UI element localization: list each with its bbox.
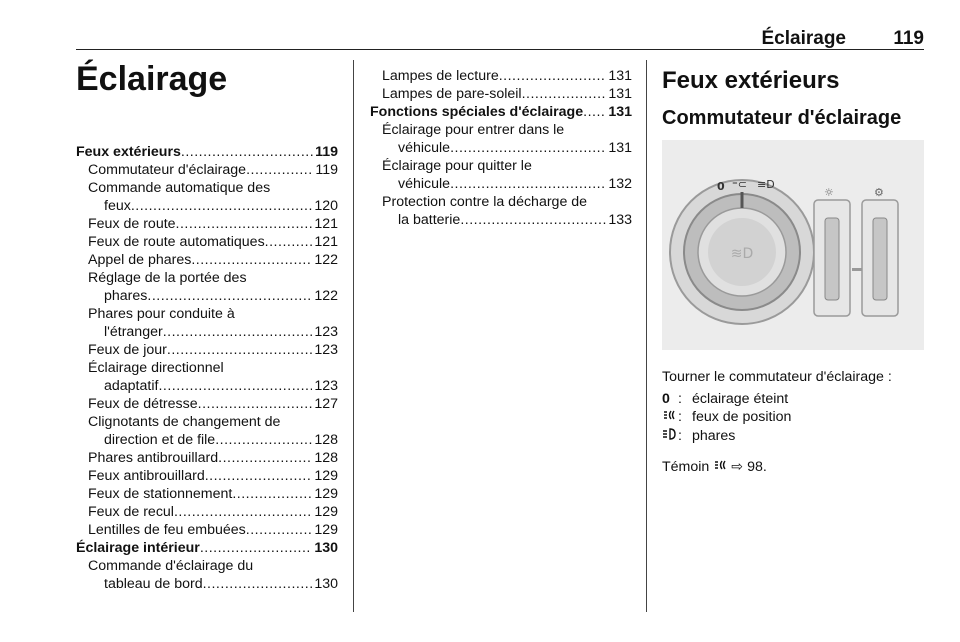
off-symbol: 0 (662, 391, 670, 407)
toc-entry-title: Feux de recul (88, 504, 174, 520)
toc-leader-dots (522, 85, 607, 103)
instruction-text: Tourner le commutateur d'éclairage : (662, 369, 892, 385)
toc-entry[interactable] (370, 103, 632, 121)
toc-page-number: 131 (608, 140, 632, 156)
toc-entry-title: Protection contre la décharge de (382, 194, 588, 210)
header-rule (76, 49, 924, 50)
side-lights-icon (662, 408, 678, 427)
svg-text:☼: ☼ (824, 186, 834, 199)
toc-leader-dots (158, 377, 312, 395)
toc-page-number: 120 (314, 198, 338, 214)
toc-page-number: 130 (314, 540, 338, 556)
toc-page-number: 127 (314, 396, 338, 412)
toc-entry-title: Commande d'éclairage du (88, 558, 254, 574)
toc-entry-title: Phares antibrouillard (88, 450, 219, 466)
toc-page-number: 129 (314, 468, 338, 484)
separator-mark (852, 268, 862, 271)
column-divider (646, 60, 647, 612)
definition-text: éclairage éteint (692, 391, 789, 407)
toc-leader-dots (246, 161, 313, 179)
column-divider (353, 60, 354, 612)
toc-page-number: 123 (314, 342, 338, 358)
toc-leader-dots (205, 467, 313, 485)
section-title: Feux extérieurs (662, 67, 840, 94)
toc-page-number: 122 (314, 252, 338, 268)
toc-entry-title: Appel de phares (88, 252, 192, 268)
toc-entry-title: Feux antibrouillard (88, 468, 205, 484)
chapter-title: Éclairage (76, 60, 228, 98)
separator: : (678, 391, 682, 407)
toc-leader-dots (198, 395, 313, 413)
toc-leader-dots (147, 287, 312, 305)
toc-entry-title: Lentilles de feu embuées (88, 522, 246, 538)
toc-entry[interactable] (76, 539, 338, 557)
toc-middle (370, 67, 632, 229)
toc-page-number: 132 (608, 176, 632, 192)
definition-row (662, 408, 791, 427)
indicator-reference (662, 458, 767, 476)
separator: : (678, 428, 682, 444)
toc-page-number: 119 (315, 144, 338, 160)
svg-text:0: 0 (717, 180, 725, 193)
toc-entry[interactable] (76, 521, 338, 539)
toc-leader-dots (218, 449, 312, 467)
toc-page-number: 131 (608, 104, 632, 120)
toc-entry-title: Éclairage directionnel (88, 360, 224, 376)
toc-leader-dots (215, 431, 312, 449)
page-header (76, 26, 924, 50)
toc-page-number: 123 (314, 378, 338, 394)
toc-page-number: 122 (314, 288, 338, 304)
toc-entry-title: Feux de route automatiques (88, 234, 265, 250)
toc-entry[interactable] (370, 193, 632, 229)
toc-entry-title: véhicule (398, 140, 451, 156)
toc-leader-dots (450, 139, 606, 157)
definition-text: feux de position (692, 409, 792, 425)
toc-entry[interactable] (370, 121, 632, 157)
toc-entry[interactable] (76, 557, 338, 593)
toc-entry[interactable] (76, 233, 338, 251)
toc-leader-dots (200, 539, 313, 557)
toc-entry[interactable] (76, 467, 338, 485)
toc-page-number: 119 (315, 162, 338, 178)
svg-text:≋D: ≋D (730, 246, 754, 262)
toc-leader-dots (203, 575, 313, 593)
toc-entry[interactable] (76, 341, 338, 359)
indicator-label: Témoin (662, 459, 710, 475)
toc-entry-title: Éclairage pour entrer dans le (382, 122, 565, 138)
toc-entry[interactable] (370, 157, 632, 193)
toc-page-number: 121 (314, 234, 338, 250)
toc-entry-title: véhicule (398, 176, 451, 192)
svg-text:≡D: ≡D (757, 178, 775, 191)
running-title: Éclairage (761, 28, 846, 49)
toc-entry[interactable] (370, 67, 632, 85)
toc-entry[interactable] (76, 413, 338, 449)
headlight-range-wheel (814, 186, 850, 316)
toc-entry-title: Feux de jour (88, 342, 167, 358)
light-switch-figure (662, 140, 924, 350)
toc-leader-dots (167, 341, 312, 359)
page-number: 119 (893, 28, 924, 49)
toc-page-number: 128 (314, 450, 338, 466)
toc-leader-dots (174, 503, 312, 521)
toc-leader-dots (181, 143, 313, 161)
toc-page-number: 130 (314, 576, 338, 592)
toc-page-number: 128 (314, 432, 338, 448)
toc-entry[interactable] (76, 269, 338, 305)
toc-page-number: 131 (608, 68, 632, 84)
toc-entry[interactable] (76, 161, 338, 179)
svg-text:⚙: ⚙ (874, 186, 884, 199)
toc-entry-title: Lampes de pare-soleil (382, 86, 522, 102)
toc-leader-dots (131, 197, 313, 215)
toc-entry-title: l'étranger (104, 324, 163, 340)
toc-entry[interactable] (76, 359, 338, 395)
toc-entry-title: Lampes de lecture (382, 68, 499, 84)
toc-entry[interactable] (370, 85, 632, 103)
toc-entry-title: Fonctions spéciales d'éclairage (370, 104, 584, 120)
toc-leader-dots (163, 323, 313, 341)
toc-entry-title: Commande automatique des (88, 180, 271, 196)
headlight-icon (662, 427, 678, 446)
toc-leader-dots (176, 215, 313, 233)
toc-entry-title: Clignotants de changement de (88, 414, 281, 430)
separator: : (678, 409, 682, 425)
toc-entry[interactable] (76, 251, 338, 269)
toc-page-number: 129 (314, 486, 338, 502)
toc-page-number: 133 (608, 212, 632, 228)
toc-page-number: 123 (314, 324, 338, 340)
toc-entry-title: direction et de file (104, 432, 216, 448)
toc-leader-dots (460, 211, 606, 229)
toc-entry-title: tableau de bord (104, 576, 203, 592)
toc-page-number: 129 (314, 504, 338, 520)
toc-entry-title: Éclairage intérieur (76, 540, 200, 556)
toc-entry[interactable] (76, 485, 338, 503)
switch-knob (670, 180, 814, 324)
indicator-page-ref[interactable]: 98. (747, 459, 767, 475)
toc-entry[interactable] (76, 215, 338, 233)
definition-row (662, 427, 791, 446)
toc-entry[interactable] (76, 305, 338, 341)
definition-row (662, 390, 791, 408)
toc-leader-dots (499, 67, 607, 85)
side-lights-icon (713, 459, 727, 475)
toc-entry[interactable] (76, 179, 338, 215)
toc-entry-title: Feux de route (88, 216, 176, 232)
toc-entry-title: Feux de stationnement (88, 486, 233, 502)
toc-entry-title: feux (104, 198, 131, 214)
toc-entry[interactable] (76, 503, 338, 521)
toc-entry-title: Feux extérieurs (76, 144, 181, 160)
toc-entry[interactable] (76, 449, 338, 467)
definition-list (662, 390, 791, 446)
toc-leader-dots (246, 521, 313, 539)
toc-entry-title: phares (104, 288, 148, 304)
toc-leader-dots (191, 251, 312, 269)
toc-entry[interactable] (76, 143, 338, 161)
toc-left (76, 143, 338, 593)
definition-text: phares (692, 428, 736, 444)
light-switch-illustration (662, 140, 924, 350)
toc-entry-title: Feux de détresse (88, 396, 198, 412)
toc-entry-title: la batterie (398, 212, 461, 228)
dimmer-wheel (862, 186, 898, 316)
reference-arrow-icon[interactable]: ⇨ (731, 459, 744, 475)
toc-entry[interactable] (76, 395, 338, 413)
svg-text:⁼⊂: ⁼⊂ (732, 178, 748, 191)
subsection-title: Commutateur d'éclairage (662, 107, 902, 129)
toc-entry-title: Réglage de la portée des (88, 270, 247, 286)
toc-page-number: 131 (608, 86, 632, 102)
toc-page-number: 129 (314, 522, 338, 538)
toc-entry-title: Commutateur d'éclairage (88, 162, 247, 178)
toc-leader-dots (265, 233, 313, 251)
toc-leader-dots (232, 485, 312, 503)
toc-page-number: 121 (314, 216, 338, 232)
toc-entry-title: Éclairage pour quitter le (382, 158, 532, 174)
toc-leader-dots (450, 175, 606, 193)
toc-entry-title: Phares pour conduite à (88, 306, 235, 322)
toc-leader-dots (583, 103, 606, 121)
toc-entry-title: adaptatif (104, 378, 159, 394)
